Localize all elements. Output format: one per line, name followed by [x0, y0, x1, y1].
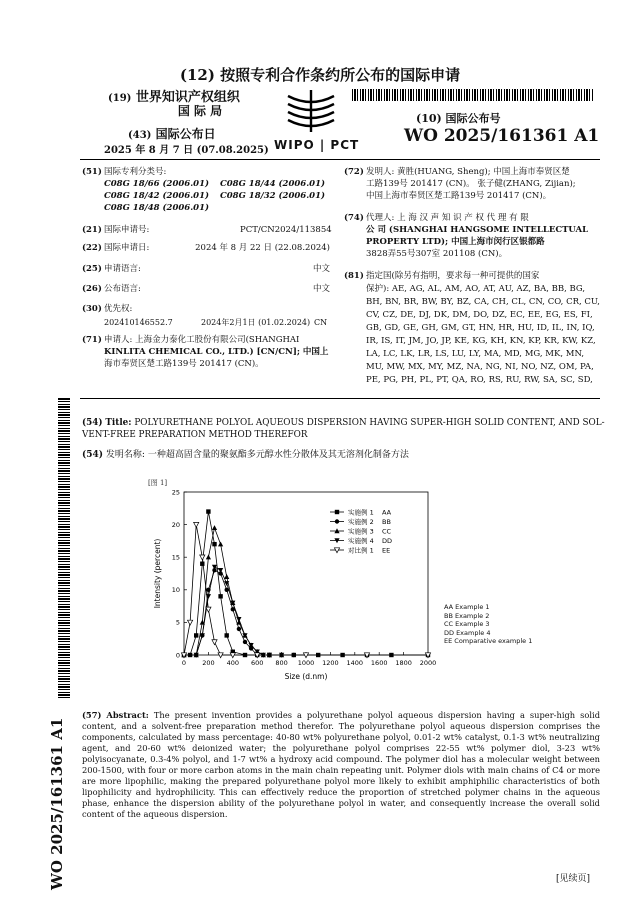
field-71-num: (71): [82, 335, 102, 345]
designated-states-line: GB, GD, GE, GH, GM, GT, HN, HR, HU, ID, IL, IN, IQ,: [366, 323, 595, 333]
office-line2: 国 际 局: [177, 104, 223, 118]
continued-note: [见续页]: [556, 874, 591, 884]
data-point: [212, 565, 217, 570]
inventor-line: 发明人: 黄胜(HUANG, Sheng); 中国上海市奉贤区楚: [366, 167, 570, 177]
code-legend-item: EE Comparative example 1: [444, 637, 533, 646]
data-point: [200, 562, 204, 566]
y-tick-label: 25: [171, 488, 180, 497]
designated-states-line: CV, CZ, DE, DJ, DK, DM, DO, DZ, EC, EE, EG, ES, FI,: [366, 310, 593, 320]
legend-code: CC: [382, 527, 392, 536]
x-axis-label: Size (d.nm): [284, 672, 328, 681]
data-point: [243, 640, 247, 644]
pub-date-heading: [128, 125, 216, 142]
ipc-code: C08G 18/42 (2006.01): [104, 191, 210, 201]
x-tick-label: 2000: [419, 659, 437, 667]
barcode: [352, 89, 594, 101]
y-tick-label: 5: [175, 618, 180, 627]
field-25-label: 申请语言:: [104, 264, 141, 274]
y-tick-label: 15: [171, 553, 180, 562]
field-51-num: (51): [82, 167, 102, 177]
data-point: [212, 525, 217, 530]
figure-label: [图 1]: [148, 479, 168, 487]
series-line-aa: [184, 512, 428, 655]
legend-label: 对比例 1: [348, 546, 374, 555]
abstract-num: (57): [82, 710, 102, 720]
legend-code: BB: [382, 517, 391, 526]
y-tick-label: 10: [171, 586, 180, 595]
field-81: [344, 271, 539, 282]
designated-states-line: PE, PG, PH, PL, PT, QA, RO, RS, RU, RW, SA, SC, SD,: [366, 375, 593, 385]
field-21-num: (21): [82, 225, 102, 235]
priority-date: 2024年2月1日 (01.02.2024): [201, 318, 311, 327]
pub-date-num: (43): [128, 130, 152, 141]
data-point: [224, 574, 229, 579]
applicant-line: KINLITA CHEMICAL CO., LTD.) [CN/CN]; 中国上: [104, 347, 329, 357]
field-25: [82, 264, 141, 275]
code-legend-item: DD Example 4: [444, 628, 491, 637]
code-legend-item: BB Example 2: [444, 611, 490, 620]
data-point: [188, 620, 193, 625]
legend-marker: [335, 519, 339, 523]
series-line-cc: [184, 528, 282, 655]
field-25-value: 中文: [312, 264, 330, 274]
designated-states-line: IR, IS, IT, JM, JO, JP, KE, KG, KH, KN, KP, KR, KW, KZ,: [366, 336, 596, 346]
data-point: [218, 541, 223, 546]
designated-states-line: LA, LC, LK, LR, LS, LU, LY, MA, MD, MG, MK, MN,: [366, 349, 585, 359]
field-30-label: 优先权:: [104, 304, 133, 314]
x-tick-label: 600: [250, 659, 264, 667]
priority-app-number: 202410146552.7: [104, 318, 173, 327]
title-english: [82, 418, 605, 429]
legend-code: DD: [382, 536, 393, 545]
field-26-label: 公布语言:: [104, 284, 141, 294]
data-point: [194, 522, 199, 527]
x-tick-label: 1600: [370, 659, 388, 667]
section-rule: [80, 398, 600, 399]
title-label: Title:: [105, 418, 132, 428]
wipo-logo-text: WIPO | PCT: [274, 138, 360, 152]
legend-label: 实施例 3: [348, 527, 374, 536]
legend-code: EE: [382, 546, 391, 555]
data-point: [218, 594, 222, 598]
x-tick-label: 1400: [346, 659, 364, 667]
dls-chart: [140, 482, 540, 700]
vertical-pub-number: WO 2025/161361 A1: [48, 717, 66, 890]
x-tick-label: 800: [275, 659, 288, 667]
priority-country: CN: [314, 318, 328, 327]
designated-states-line: 保护): AE, AG, AL, AM, AO, AT, AU, AZ, BA, BB, BG,: [366, 284, 586, 294]
legend-marker: [335, 510, 339, 514]
field-22-value: 2024 年 8 月 22 日 (22.08.2024): [195, 243, 330, 253]
field-74: [344, 213, 529, 224]
title-text-line: POLYURETHANE POLYOL AQUEOUS DISPERSION HAVING SUPER-HIGH SOLID CONTENT, AND SOL-: [134, 418, 605, 428]
pub-number: WO 2025/161361 A1: [404, 126, 600, 146]
field-22-num: (22): [82, 243, 102, 253]
field-21: [82, 225, 149, 236]
field-72-num: (72): [344, 167, 364, 177]
field-26: [82, 284, 141, 295]
field-30: [82, 304, 132, 315]
data-point: [194, 633, 198, 637]
field-26-num: (26): [82, 284, 102, 294]
field-25-num: (25): [82, 264, 102, 274]
applicant-line: 海市奉贤区楚工路139号 201417 (CN)。: [104, 359, 264, 369]
abstract-label: Abstract:: [106, 710, 149, 720]
field-72: [344, 167, 570, 178]
code-legend-item: AA Example 1: [444, 603, 490, 611]
data-point: [212, 542, 216, 546]
side-barcode: [58, 398, 70, 698]
title-chinese: [82, 450, 409, 461]
field-51: [82, 167, 166, 178]
ipc-code: C08G 18/66 (2006.01): [104, 179, 210, 189]
designated-states-line: MU, MW, MX, MY, MZ, NA, NG, NI, NO, NZ, OM, PA,: [366, 362, 594, 372]
field-22-label: 国际申请日:: [104, 243, 150, 253]
legend-label: 实施例 2: [348, 517, 374, 526]
title-text-line: VENT-FREE PREPARATION METHOD THEREFOR: [82, 430, 308, 440]
data-point: [200, 555, 205, 560]
abstract: [82, 710, 600, 820]
pub-date-value: 2025 年 8 月 7 日 (07.08.2025): [104, 145, 269, 156]
x-tick-label: 1200: [322, 659, 339, 667]
y-tick-label: 0: [175, 651, 180, 660]
applicant-line: 申请人: 上海金力泰化工股份有限公司(SHANGHAI: [104, 335, 300, 345]
field-81-num: (81): [344, 271, 364, 281]
y-axis-label: Intensity (percent): [153, 538, 162, 609]
pub-number-label: (10) 国际公布号: [416, 112, 501, 125]
title-cn-text: 发明名称: 一种超高固含量的聚氨酯多元醇水性分散体及其无溶剂化制备方法: [105, 450, 409, 460]
code-legend-item: CC Example 3: [444, 620, 490, 629]
inventor-line: 工路139号 201417 (CN)。 张子健(ZHANG, Zijian);: [366, 179, 576, 189]
field-21-label: 国际申请号:: [104, 225, 150, 235]
office-num: (19): [108, 93, 132, 104]
field-30-num: (30): [82, 304, 102, 314]
designated-states-line: 指定国(除另有指明，要求每一种可提供的国家: [366, 271, 540, 281]
y-tick-label: 20: [171, 520, 180, 529]
abstract-text: The present invention provides a polyurethane polyol aqueous dispersion having a super-high solid content, and a solvent-free preparation method therefor. The polyurethane polyol aqueous dispersion comprises the components, calculated by mass percentage: 40-80 wt% polyurethane polyol, 0.01-2 wt% catalyst, 0.1-3 wt% neutralizing agent, and 20-60 wt% deionized water; the polyurethane polyol comprises 22-55 wt% polymer diol, 3-23 wt% polyisocyanate, 0.3-4% polyol, and 1-7 wt% a hydroxy acid compound. The polymer diol has a molecular weight between 200-1500, with four or more carbon atoms in the main chain repeating unit. Polymer diols with main chains of C4 or more are more lipophilic, making the prepared polyurethane polyol more likely to exhibit amphiphilic characteristics of both lipophilicity and hydrophilicity. This can effectively reduce the proportion of stretched polymer chains in the aqueous phase, enhance the dispersion ability of the polyurethane polyol in water, and consequently increase the overall solid content of the aqueous dispersion.: [82, 710, 601, 819]
pub-date-label: 国际公布日: [155, 127, 216, 141]
x-tick-label: 1000: [297, 659, 315, 667]
designated-states-line: BH, BN, BR, BW, BY, BZ, CA, CH, CL, CN, CO, CR, CU,: [366, 297, 600, 307]
data-point: [237, 627, 241, 631]
data-point: [236, 617, 241, 622]
x-tick-label: 1800: [395, 659, 412, 667]
data-point: [206, 555, 211, 560]
office-line1: 世界知识产权组织: [135, 90, 240, 105]
x-tick-label: 400: [226, 659, 240, 667]
data-point: [212, 640, 217, 645]
inventor-line: 中国上海市奉贤区楚工路139号 201417 (CN)。: [366, 191, 552, 201]
legend-label: 实施例 4: [348, 536, 374, 545]
header-rule: [80, 159, 600, 160]
figure-code-legend: [444, 603, 532, 646]
ipc-code: C08G 18/48 (2006.01): [104, 203, 210, 213]
field-74-num: (74): [344, 213, 364, 223]
legend-code: AA: [382, 508, 392, 517]
agent-line: 代理人: 上 海 汉 声 知 识 产 权 代 理 有 限: [366, 213, 529, 223]
agent-line: 3828弄55号307室 201108 (CN)。: [366, 249, 508, 259]
document-title: (12) 按照专利合作条约所公布的国际申请: [179, 66, 461, 84]
agent-line: PROPERTY LTD); 中国上海市闵行区银都路: [366, 237, 545, 247]
title-cn-num: (54): [82, 450, 104, 460]
x-tick-label: 0: [181, 659, 187, 667]
agent-line: 公 司 (SHANGHAI HANGSOME INTELLECTUAL: [366, 225, 589, 235]
field-26-value: 中文: [312, 284, 330, 294]
x-tick-label: 200: [202, 659, 215, 667]
field-22: [82, 243, 149, 254]
wipo-emblem-icon: [282, 88, 340, 136]
legend-label: 实施例 1: [348, 508, 374, 517]
field-51-label: 国际专利分类号:: [104, 167, 167, 177]
field-21-value: PCT/CN2024/113854: [240, 225, 332, 235]
field-71: [82, 335, 299, 346]
data-point: [206, 509, 210, 513]
title-num: (54): [82, 418, 103, 428]
ipc-code: C08G 18/32 (2006.01): [220, 191, 326, 201]
ipc-code: C08G 18/44 (2006.01): [220, 179, 326, 189]
data-point: [225, 633, 229, 637]
